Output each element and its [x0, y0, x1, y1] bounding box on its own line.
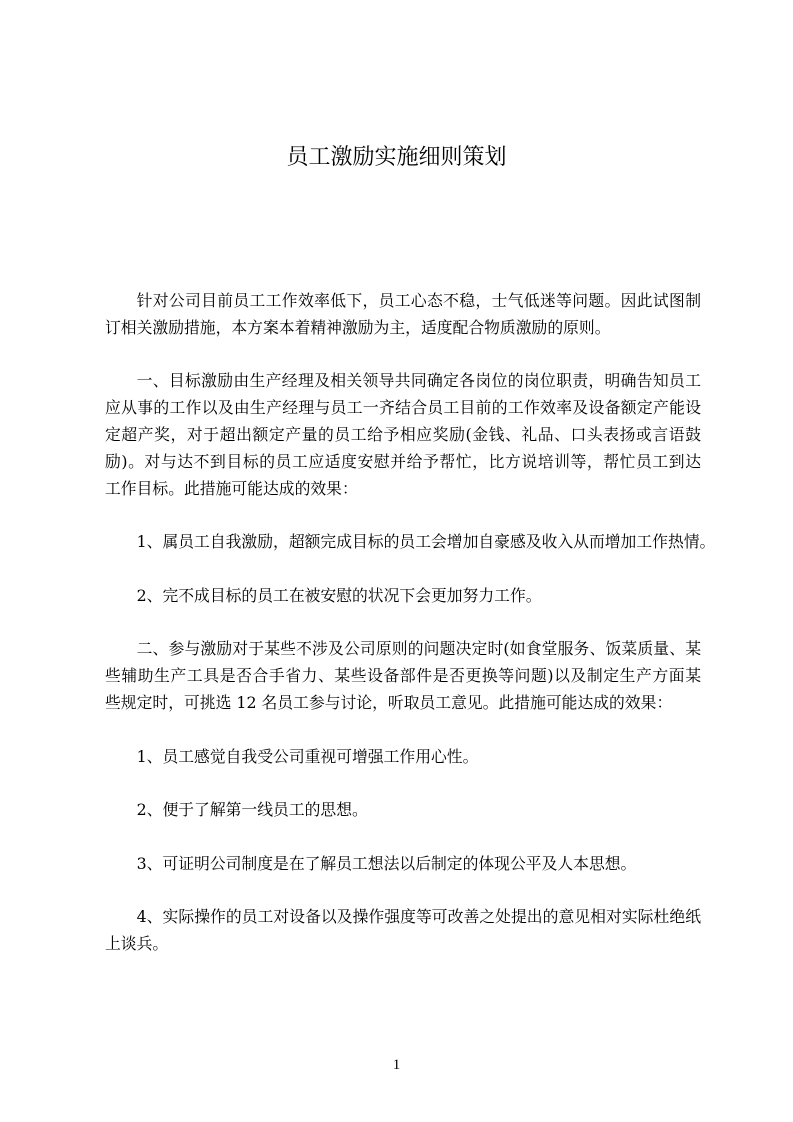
text-line: 一、目标激励由生产经理及相关领导共同确定各岗位的岗位职责，明确告知员工	[136, 371, 701, 391]
text-line: 2、便于了解第一线员工的思想。	[136, 800, 368, 820]
text-line: 些规定时，可挑选 12 名员工参与讨论，听取员工意见。此措施可能达成的效果：	[105, 692, 673, 712]
list-item-participation-effect-4	[105, 904, 701, 958]
paragraph-participation-incentive	[105, 636, 701, 716]
text-line: 1、属员工自我激励，超额完成目标的员工会增加自豪感及收入从而增加工作热情。	[136, 532, 716, 552]
document-body	[105, 288, 716, 958]
text-line: 二、参与激励对于某些不涉及公司原则的问题决定时(如食堂服务、饭菜质量、某	[136, 639, 701, 659]
list-item-goal-effect-1	[105, 529, 716, 556]
text-line: 些辅助生产工具是否合手省力、某些设备部件是否更换等问题)以及制定生产方面某	[105, 666, 701, 686]
paragraph-intro	[105, 288, 701, 342]
text-line: 应从事的工作以及由生产经理与员工一齐结合员工目前的工作效率及设备额定产能设	[105, 398, 701, 418]
document-title: 员工激励实施细则策划	[286, 145, 507, 170]
text-line: 2、完不成目标的员工在被安慰的状况下会更加努力工作。	[136, 585, 542, 605]
text-line: 订相关激励措施，本方案本着精神激励为主，适度配合物质激励的原则。	[105, 317, 611, 337]
list-item-participation-effect-2	[105, 797, 701, 824]
text-line: 励)。对与达不到目标的员工应适度安慰并给予帮忙，比方说培训等，帮忙员工到达	[105, 451, 701, 471]
page-number: 1	[392, 1057, 401, 1073]
paragraph-goal-incentive	[105, 368, 701, 502]
text-line: 定超产奖，对于超出额定产量的员工给予相应奖励(金钱、礼品、口头表扬或言语鼓	[105, 424, 701, 444]
text-line: 针对公司目前员工工作效率低下，员工心态不稳，士气低迷等问题。因此试图制	[136, 291, 701, 310]
text-line: 1、员工感觉自我受公司重视可增强工作用心性。	[136, 746, 479, 766]
text-line: 3、可证明公司制度是在了解员工想法以后制定的体现公平及人本思想。	[136, 853, 637, 873]
text-line: 工作目标。此措施可能达成的效果：	[105, 478, 358, 498]
list-item-goal-effect-2	[105, 583, 701, 610]
text-line: 上谈兵。	[105, 934, 169, 954]
text-line: 4、实际操作的员工对设备以及操作强度等可改善之处提出的意见相对实际杜绝纸	[136, 907, 701, 927]
list-item-participation-effect-1	[105, 744, 701, 771]
list-item-participation-effect-3	[105, 851, 701, 878]
